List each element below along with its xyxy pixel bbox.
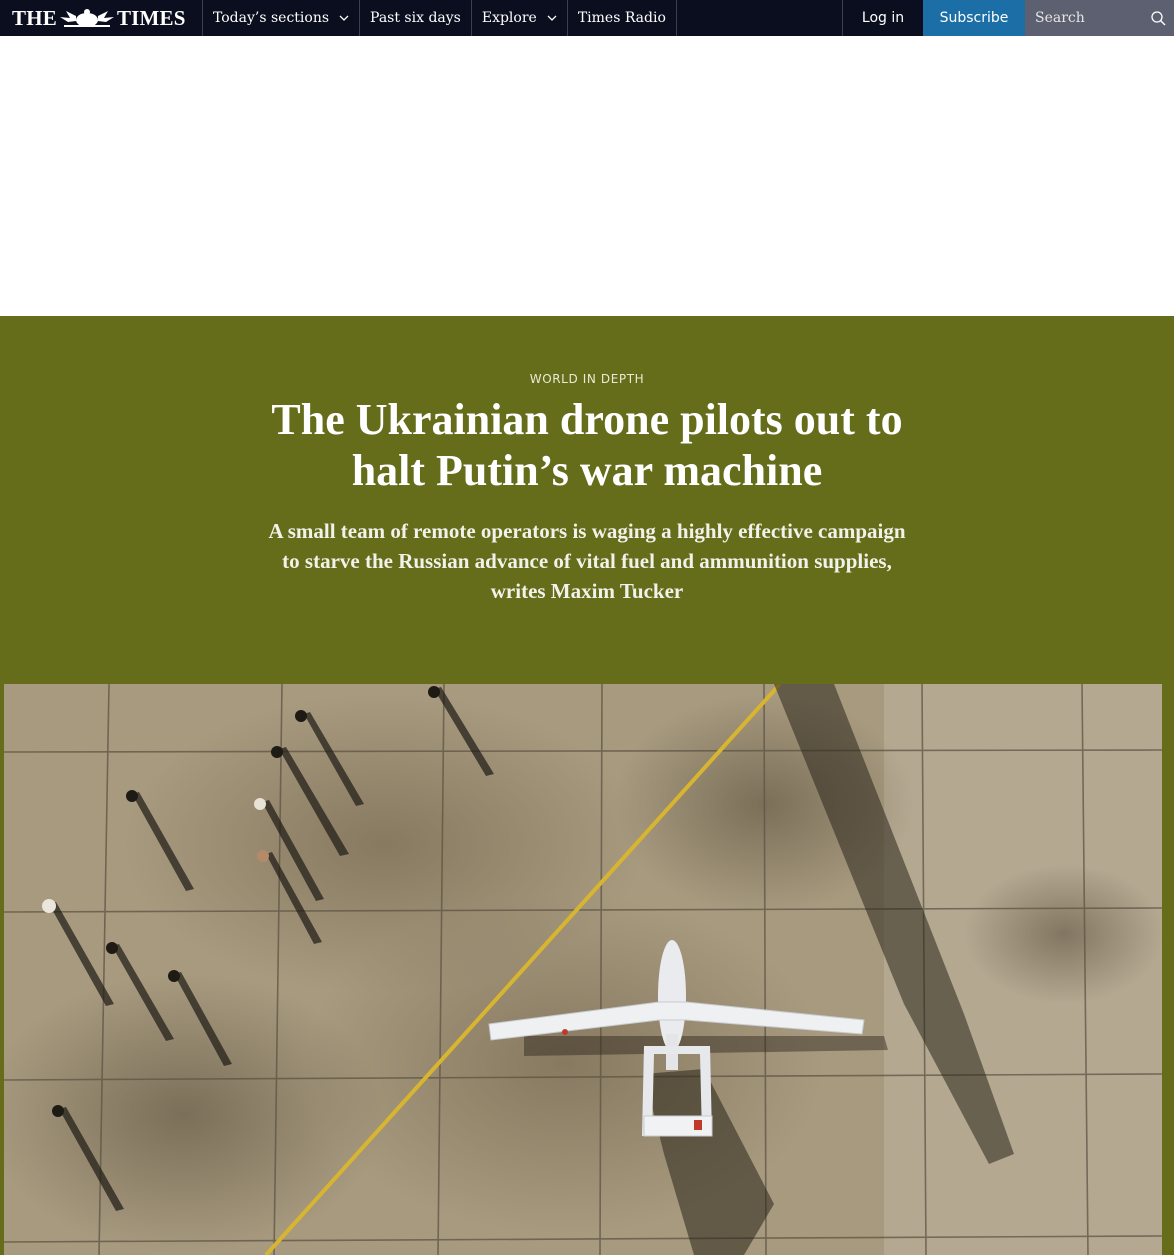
logo-text-times: TIMES xyxy=(116,5,186,30)
crest-icon xyxy=(58,8,116,28)
login-button[interactable]: Log in xyxy=(861,10,905,26)
chevron-down-icon xyxy=(339,13,349,23)
nav-todays-sections[interactable] xyxy=(203,0,360,36)
article-headline: The Ukrainian drone pilots out to halt Putin’s war machine xyxy=(271,395,903,495)
logo-text-the: THE xyxy=(12,5,57,30)
advertisement-slot xyxy=(0,36,1174,316)
top-navigation xyxy=(0,0,1174,36)
subscribe-button[interactable]: Subscribe xyxy=(923,0,1025,36)
nav-spacer xyxy=(677,0,843,36)
nav-explore[interactable] xyxy=(472,0,568,36)
search-input[interactable] xyxy=(1033,9,1150,27)
search-icon[interactable] xyxy=(1150,10,1166,26)
nav-label: Today’s sections xyxy=(213,10,330,26)
nav-label: Past six days xyxy=(370,10,461,26)
chevron-down-icon xyxy=(547,13,557,23)
article-standfirst: A small team of remote operators is waging a highly effective campaign to starve the Russian advance of vital fuel and ammunition supplies, writes Maxim Tucker xyxy=(268,519,906,603)
nav-times-radio[interactable] xyxy=(568,0,677,36)
times-logo[interactable] xyxy=(0,0,203,36)
section-kicker[interactable]: WORLD IN DEPTH xyxy=(529,372,645,386)
nav-label: Times Radio xyxy=(577,10,666,26)
hero-image xyxy=(4,684,1162,1255)
nav-past-six-days[interactable] xyxy=(360,0,472,36)
nav-label: Explore xyxy=(481,10,537,26)
search-box xyxy=(1025,0,1174,36)
article-hero xyxy=(0,316,1174,1255)
